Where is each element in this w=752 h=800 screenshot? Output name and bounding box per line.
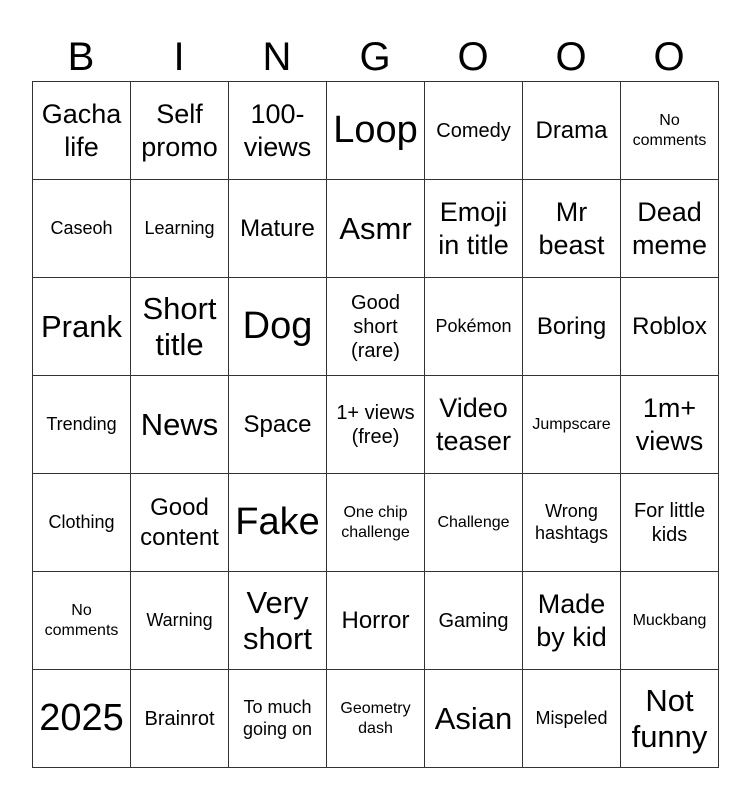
bingo-cell[interactable]: No comments — [33, 572, 131, 670]
bingo-cell[interactable]: Muckbang — [621, 572, 719, 670]
bingo-cell[interactable]: Trending — [33, 376, 131, 474]
bingo-cell[interactable]: For little kids — [621, 474, 719, 572]
bingo-cell[interactable]: Fake — [229, 474, 327, 572]
bingo-cell[interactable]: Caseoh — [33, 180, 131, 278]
bingo-cell[interactable]: Asmr — [327, 180, 425, 278]
bingo-cell[interactable]: Dog — [229, 278, 327, 376]
header-letter-o-1: O — [457, 35, 489, 79]
bingo-cell[interactable]: Very short — [229, 572, 327, 670]
bingo-cell[interactable]: Self promo — [131, 82, 229, 180]
bingo-cell[interactable]: Geometry dash — [327, 670, 425, 768]
bingo-cell[interactable]: 1m+ views — [621, 376, 719, 474]
bingo-cell[interactable]: Dead meme — [621, 180, 719, 278]
bingo-cell[interactable]: Gacha life — [33, 82, 131, 180]
bingo-cell[interactable]: No comments — [621, 82, 719, 180]
header-letter-i: I — [173, 35, 185, 79]
bingo-cell[interactable]: Wrong hashtags — [523, 474, 621, 572]
bingo-cell[interactable]: Short title — [131, 278, 229, 376]
bingo-cell[interactable]: Made by kid — [523, 572, 621, 670]
header-letter-o-2: O — [555, 35, 587, 79]
bingo-cell[interactable]: Video teaser — [425, 376, 523, 474]
bingo-cell[interactable]: 2025 — [33, 670, 131, 768]
bingo-cell[interactable]: Good short (rare) — [327, 278, 425, 376]
bingo-cell[interactable]: Mature — [229, 180, 327, 278]
bingo-cell[interactable]: Roblox — [621, 278, 719, 376]
bingo-cell[interactable]: Brainrot — [131, 670, 229, 768]
bingo-cell[interactable]: Comedy — [425, 82, 523, 180]
bingo-header — [32, 32, 718, 82]
bingo-cell[interactable]: Drama — [523, 82, 621, 180]
bingo-cell[interactable]: Not funny — [621, 670, 719, 768]
bingo-cell[interactable]: 1+ views (free) — [327, 376, 425, 474]
bingo-cell[interactable]: To much going on — [229, 670, 327, 768]
bingo-cell[interactable]: Clothing — [33, 474, 131, 572]
bingo-cell[interactable]: Good content — [131, 474, 229, 572]
bingo-cell[interactable]: Asian — [425, 670, 523, 768]
bingo-cell[interactable]: One chip challenge — [327, 474, 425, 572]
bingo-cell[interactable]: Jumpscare — [523, 376, 621, 474]
bingo-board — [32, 81, 719, 768]
bingo-cell[interactable]: Gaming — [425, 572, 523, 670]
header-letter-n: N — [262, 35, 292, 79]
header-letter-g: G — [359, 35, 391, 79]
bingo-cell[interactable]: Mr beast — [523, 180, 621, 278]
bingo-cell[interactable]: Prank — [33, 278, 131, 376]
bingo-cell[interactable]: Challenge — [425, 474, 523, 572]
bingo-cell[interactable]: Pokémon — [425, 278, 523, 376]
header-letter-b: B — [67, 35, 95, 79]
bingo-cell[interactable]: Boring — [523, 278, 621, 376]
bingo-cell[interactable]: Space — [229, 376, 327, 474]
bingo-cell[interactable]: Horror — [327, 572, 425, 670]
bingo-cell[interactable]: Warning — [131, 572, 229, 670]
bingo-cell[interactable]: Learning — [131, 180, 229, 278]
bingo-cell[interactable]: Mispeled — [523, 670, 621, 768]
bingo-cell[interactable]: Loop — [327, 82, 425, 180]
bingo-cell[interactable]: 100-views — [229, 82, 327, 180]
bingo-cell[interactable]: News — [131, 376, 229, 474]
header-letter-o-3: O — [653, 35, 685, 79]
bingo-cell[interactable]: Emoji in title — [425, 180, 523, 278]
